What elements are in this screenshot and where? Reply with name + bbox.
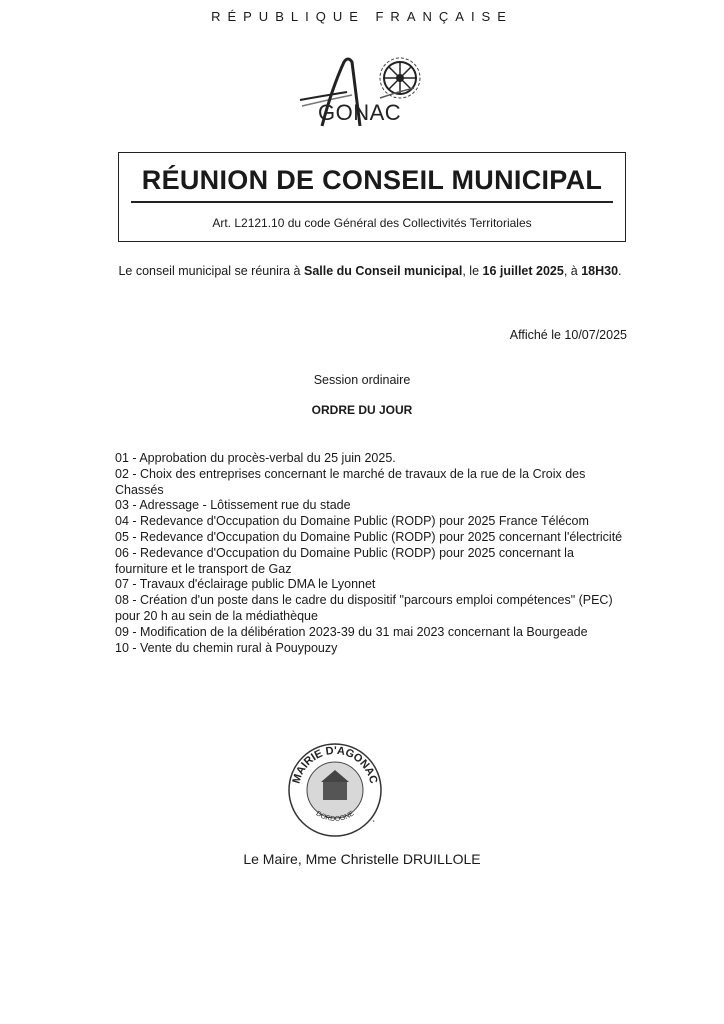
title-underline (131, 201, 613, 203)
intro-suffix: . (618, 264, 622, 278)
meeting-date: 16 juillet 2025 (482, 264, 564, 278)
session-type: Session ordinaire (313, 373, 411, 387)
agenda-heading: ORDRE DU JOUR (311, 403, 413, 417)
agenda-item: 09 - Modification de la délibération 2023-39 du 31 mai 2023 concernant la Bourgeade (115, 624, 588, 639)
posting-date: Affiché le 10/07/2025 (509, 328, 627, 342)
intro-mid2: , à (563, 264, 582, 278)
stamp-mark: ˋ (372, 820, 376, 831)
page-title: RÉUNION DE CONSEIL MUNICIPAL (141, 165, 603, 195)
agenda-item: 07 - Travaux d'éclairage public DMA le Lyonnet (115, 577, 376, 592)
agenda-item: 03 - Adressage - Lôtissement rue du stade (115, 498, 351, 513)
agenda-item: 05 - Redevance d'Occupation du Domaine Public (RODP) pour 2025 concernant l'électricité (115, 529, 623, 544)
mayor-signature-line: Le Maire, Mme Christelle DRUILLOLE (243, 851, 481, 867)
legal-reference: Art. L2121.10 du code Général des Collectivités Territoriales (212, 216, 532, 230)
meeting-place: Salle du Conseil municipal (303, 264, 463, 278)
meeting-announcement (110, 262, 630, 280)
agenda-item: 01 - Approbation du procès-verbal du 25 juin 2025. (115, 451, 396, 465)
mairie-stamp (285, 740, 385, 840)
svg-text:DORDOGNE: DORDOGNE (314, 810, 356, 823)
agenda-item: 08 - Création d'un poste dans le cadre du dispositif "parcours emploi compétences" (PEC) pour 20 h au sein de la médiathèque (115, 593, 613, 623)
agenda-item: 10 - Vente du chemin rural à Pouypouzy (115, 640, 338, 655)
agenda-list (115, 451, 630, 656)
logo-text: GONAC (318, 100, 402, 125)
agenda-item: 06 - Redevance d'Occupation du Domaine Public (RODP) pour 2025 concernant la fourniture et le transport de Gaz (115, 545, 574, 576)
meeting-time: 18H30 (581, 264, 619, 278)
agenda-item: 02 - Choix des entreprises concernant le marché de travaux de la rue de la Croix des Chassés (115, 466, 586, 497)
intro-mid: , le (462, 264, 483, 278)
intro-prefix: Le conseil municipal se réunira à (118, 264, 304, 278)
title-box (118, 152, 626, 242)
agenda-item: 04 - Redevance d'Occupation du Domaine Public (RODP) pour 2025 France Télécom (115, 514, 589, 529)
republique-francaise-header: RÉPUBLIQUE FRANÇAISE (211, 9, 513, 24)
svg-text:MAIRIE D'AGONAC: MAIRIE D'AGONAC (290, 744, 380, 785)
